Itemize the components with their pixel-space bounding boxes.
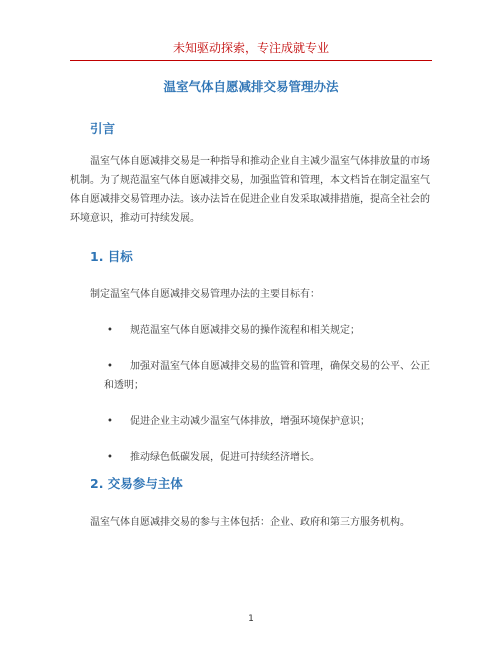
page-number: 1 [248,614,254,624]
list-item [90,448,432,467]
bullet-icon: • [107,452,113,463]
intro-paragraph-line: 机制。为了规范温室气体自愿减排交易，加强监管和管理，本文档旨在制定温室气 [70,175,430,186]
bullet-icon: • [107,361,113,372]
list-item-text: 推动绿色低碳发展，促进可持续经济增长。 [130,452,320,463]
list-item-text: 促进企业主动减少温室气体排放，增强环境保护意识； [130,416,370,427]
document-title: 温室气体自愿减排交易管理办法 [163,79,339,94]
bullet-icon: • [107,416,113,427]
header-divider [70,60,432,61]
intro-paragraph-line: 环境意识，推动可持续发展。 [70,213,200,224]
list-item-text: 规范温室气体自愿减排交易的操作流程和相关规定； [130,325,360,336]
list-item-text-continuation: 和透明； [104,380,144,391]
section-heading-participants: 2. 交易参与主体 [90,476,183,491]
list-item-text: 加强对温室气体自愿减排交易的监管和管理，确保交易的公平、公正 [130,361,430,372]
participants-paragraph: 温室气体自愿减排交易的参与主体包括：企业、政府和第三方服务机构。 [90,517,410,528]
intro-paragraph-line: 温室气体自愿减排交易是一种指导和推动企业自主减少温室气体排放量的市场 [90,156,430,167]
intro-paragraph-line: 体自愿减排交易管理办法。该办法旨在促进企业自发采取减排措施，提高全社会的 [70,194,430,205]
list-item [90,412,432,431]
section-heading-intro: 引言 [90,121,116,136]
bullet-icon: • [107,325,113,336]
goals-intro-text: 制定温室气体自愿减排交易管理办法的主要目标有： [90,289,320,300]
section-heading-goals: 1. 目标 [90,249,133,264]
list-item [90,357,432,376]
list-item [90,321,432,340]
header-banner: 未知驱动探索，专注成就专业 [172,41,329,55]
